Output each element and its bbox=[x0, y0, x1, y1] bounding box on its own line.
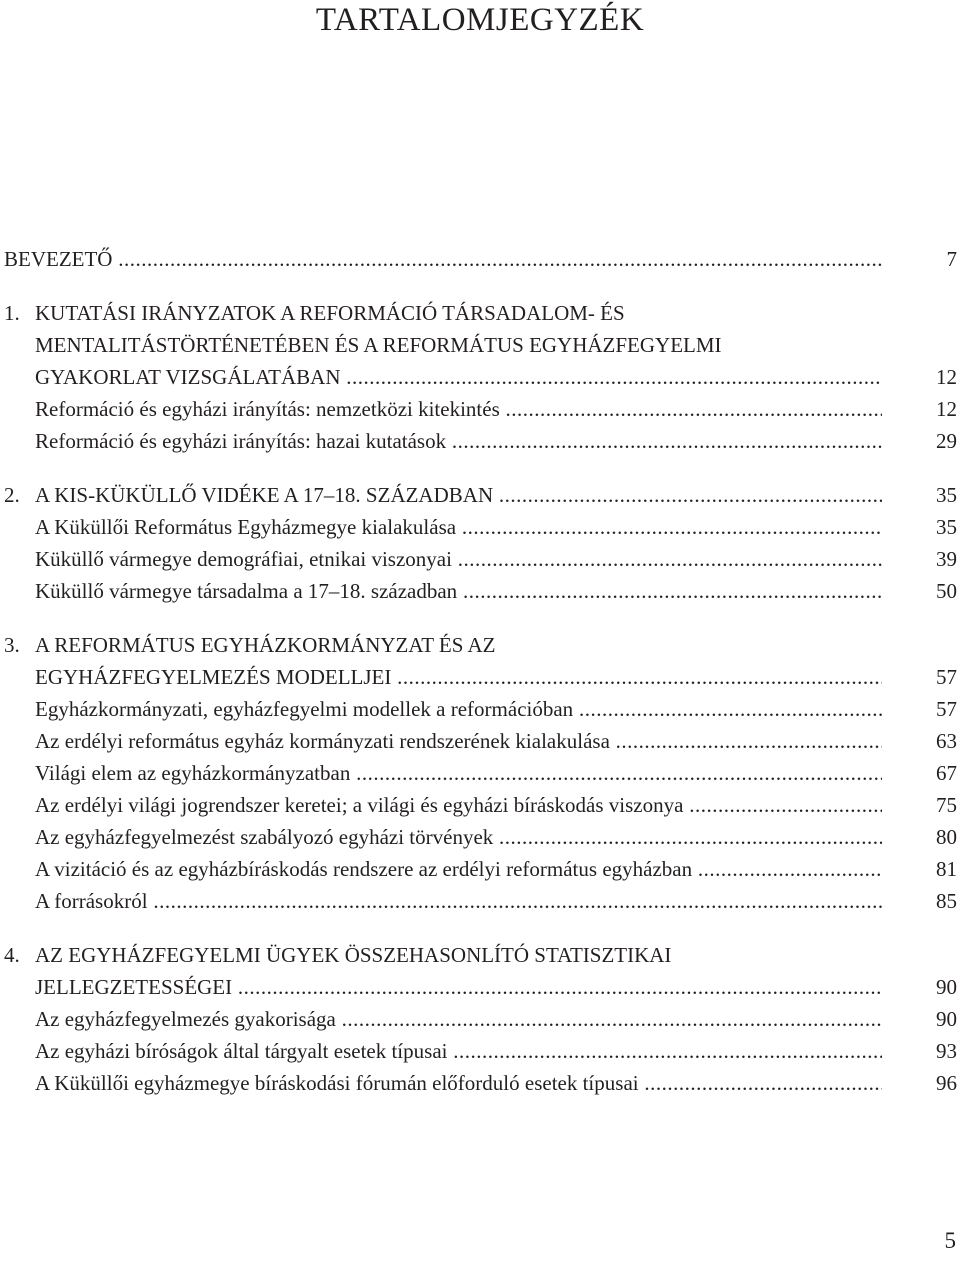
toc-entry[interactable] bbox=[0, 425, 960, 457]
toc-entry[interactable] bbox=[0, 1067, 960, 1099]
toc-page-number: 67 bbox=[936, 761, 957, 785]
chapter-title: GYAKORLAT VIZSGÁLATÁBAN ..... bbox=[35, 365, 882, 389]
toc-entry[interactable] bbox=[0, 1035, 960, 1067]
toc-page-number: 7 bbox=[946, 247, 957, 271]
toc-entry-text: Az erdélyi világi jogrendszer keretei; a világi és egyházi bíráskodás viszonya ..... bbox=[35, 793, 882, 817]
toc-entry-text: Küküllő vármegye demográfiai, etnikai viszonyai ..... bbox=[35, 547, 882, 571]
chapter-3-heading-line-1[interactable] bbox=[0, 629, 960, 661]
toc-entry-text: Az egyházfegyelmezés gyakorisága ..... bbox=[35, 1007, 882, 1031]
toc-entry-text: A Küküllői egyházmegye bíráskodási fórumán előforduló esetek típusai ..... bbox=[35, 1071, 882, 1095]
chapter-3-heading-line-2[interactable] bbox=[0, 661, 960, 693]
page-title: TARTALOMJEGYZÉK bbox=[315, 2, 645, 38]
toc-entry[interactable] bbox=[0, 853, 960, 885]
chapter-1-heading-line-2[interactable] bbox=[0, 329, 960, 361]
chapter-title: A KIS-KÜKÜLLŐ VIDÉKE A 17–18. SZÁZADBAN ..... bbox=[35, 483, 882, 507]
toc-page-number: 63 bbox=[936, 729, 957, 753]
toc-entry[interactable] bbox=[0, 575, 960, 607]
toc-entry-text: A forrásokról ..... bbox=[35, 889, 882, 913]
toc-entry[interactable] bbox=[0, 885, 960, 917]
toc-entry-text: BEVEZETŐ ..... bbox=[4, 247, 882, 271]
chapter-title: JELLEGZETESSÉGEI ..... bbox=[35, 975, 882, 999]
chapter-title: A REFORMÁTUS EGYHÁZKORMÁNYZAT ÉS AZ bbox=[35, 633, 496, 657]
toc-page-number: 93 bbox=[936, 1039, 957, 1063]
toc-entry[interactable] bbox=[0, 543, 960, 575]
toc-entry[interactable] bbox=[0, 725, 960, 757]
toc-page-number: 39 bbox=[936, 547, 957, 571]
toc-entry-text: Az egyházi bíróságok által tárgyalt esetek típusai ..... bbox=[35, 1039, 882, 1063]
toc-entry-text: Egyházkormányzati, egyházfegyelmi modellek a reformációban ..... bbox=[35, 697, 882, 721]
toc-entry-text: Reformáció és egyházi irányítás: nemzetközi kitekintés ..... bbox=[35, 397, 882, 421]
chapter-number: 1. bbox=[4, 301, 20, 325]
toc-page-number: 96 bbox=[936, 1071, 957, 1095]
toc-entry[interactable] bbox=[0, 511, 960, 543]
chapter-number: 2. bbox=[4, 483, 20, 507]
page-number: 5 bbox=[944, 1228, 956, 1253]
toc-entry-text: Az erdélyi református egyház kormányzati rendszerének kialakulása ..... bbox=[35, 729, 882, 753]
chapter-title: AZ EGYHÁZFEGYELMI ÜGYEK ÖSSZEHASONLÍTÓ STATISZTIKAI bbox=[35, 943, 672, 967]
chapter-1-heading-line-1[interactable] bbox=[0, 297, 960, 329]
chapter-number: 4. bbox=[4, 943, 20, 967]
toc-page-number: 35 bbox=[936, 515, 957, 539]
chapter-title: KUTATÁSI IRÁNYZATOK A REFORMÁCIÓ TÁRSADALOM- ÉS bbox=[35, 301, 625, 325]
toc-entry[interactable] bbox=[0, 693, 960, 725]
toc-entry-text: A vizitáció és az egyházbíráskodás rendszere az erdélyi református egyházban ..... bbox=[35, 857, 882, 881]
toc-entry-text: Az egyházfegyelmezést szabályozó egyházi törvények ..... bbox=[35, 825, 882, 849]
toc-entry[interactable] bbox=[0, 789, 960, 821]
chapter-2-heading[interactable] bbox=[0, 479, 960, 511]
toc-entry[interactable] bbox=[0, 393, 960, 425]
chapter-title: EGYHÁZFEGYELMEZÉS MODELLJEI ..... bbox=[35, 665, 882, 689]
toc-page-number: 29 bbox=[936, 429, 957, 453]
toc-page-number: 35 bbox=[936, 483, 957, 507]
toc-page-number: 50 bbox=[936, 579, 957, 603]
table-of-contents bbox=[0, 243, 960, 1099]
chapter-number: 3. bbox=[4, 633, 20, 657]
toc-entry-introduction[interactable] bbox=[0, 243, 960, 275]
toc-page-number: 85 bbox=[936, 889, 957, 913]
chapter-title: MENTALITÁSTÖRTÉNETÉBEN ÉS A REFORMÁTUS EGYHÁZFEGYELMI bbox=[35, 333, 722, 357]
toc-page-number: 75 bbox=[936, 793, 957, 817]
toc-page-number: 80 bbox=[936, 825, 957, 849]
toc-entry-text: Világi elem az egyházkormányzatban ..... bbox=[35, 761, 882, 785]
toc-page-number: 90 bbox=[936, 975, 957, 999]
toc-page-number: 12 bbox=[936, 397, 957, 421]
toc-entry[interactable] bbox=[0, 1003, 960, 1035]
toc-entry[interactable] bbox=[0, 821, 960, 853]
toc-page-number: 57 bbox=[936, 697, 957, 721]
toc-page-number: 12 bbox=[936, 365, 957, 389]
toc-page-number: 90 bbox=[936, 1007, 957, 1031]
toc-entry-text: Reformáció és egyházi irányítás: hazai kutatások ..... bbox=[35, 429, 882, 453]
chapter-1-heading-line-3[interactable] bbox=[0, 361, 960, 393]
toc-entry[interactable] bbox=[0, 757, 960, 789]
chapter-4-heading-line-2[interactable] bbox=[0, 971, 960, 1003]
toc-entry-text: Küküllő vármegye társadalma a 17–18. században ..... bbox=[35, 579, 882, 603]
toc-page-number: 81 bbox=[936, 857, 957, 881]
toc-page-number: 57 bbox=[936, 665, 957, 689]
chapter-4-heading-line-1[interactable] bbox=[0, 939, 960, 971]
toc-entry-text: A Küküllői Református Egyházmegye kialakulása ..... bbox=[35, 515, 882, 539]
